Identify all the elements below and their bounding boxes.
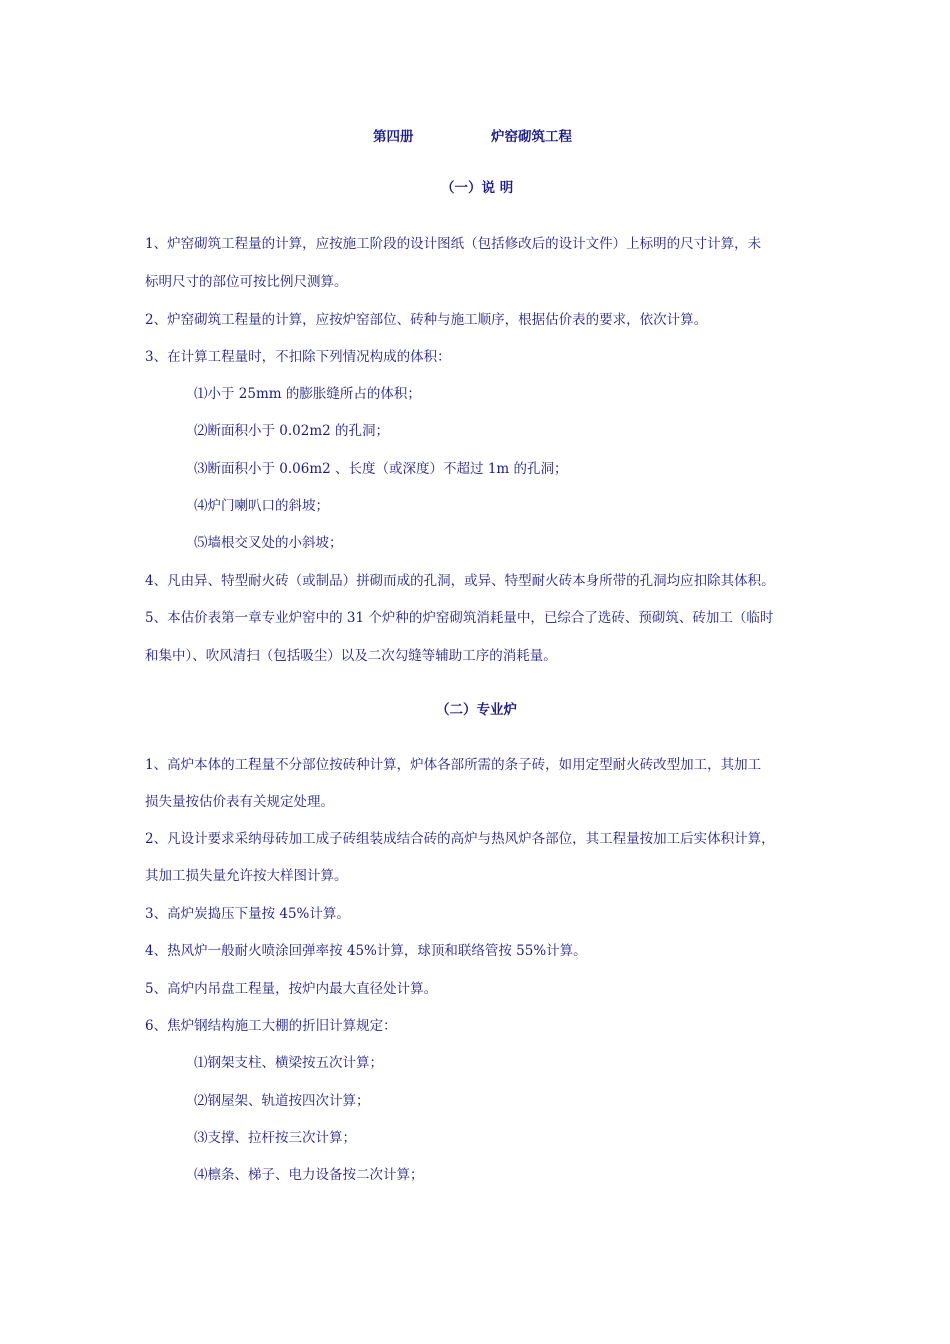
paragraph-line: 2、凡设计要求采纳母砖加工成子砖组装成结合砖的高炉与热风炉各部位，其工程量按加工后实体积计算， (145, 831, 775, 847)
paragraph-line: 其加工损失量允许按大样图计算。 (145, 868, 348, 884)
paragraph-line: 4、凡由异、特型耐火砖（或制品）拼砌而成的孔洞，或异、特型耐火砖本身所带的孔洞均应扣除其体积。 (145, 573, 775, 589)
list-item: ⑵钢屋架、轨道按四次计算； (194, 1093, 370, 1109)
paragraph-line: 损失量按估价表有关规定处理。 (145, 794, 334, 810)
list-item: ⑴小于 25mm 的膨胀缝所占的体积； (194, 386, 421, 402)
section-heading-explanation: （一）说 明 (441, 180, 514, 196)
list-item: ⑵断面积小于 0.02m2 的孔洞； (194, 423, 390, 439)
section-heading-special-furnace: （二）专业炉 (436, 702, 517, 718)
paragraph-line: 和集中）、吹风清扫（包括吸尘）以及二次勾缝等辅助工序的消耗量。 (145, 648, 557, 664)
list-item: ⑸墙根交叉处的小斜坡； (194, 535, 343, 551)
paragraph-line: 4、热风炉一般耐火喷涂回弹率按 45%计算，球顶和联络管按 55%计算。 (145, 943, 587, 959)
paragraph-line: 1、炉窑砌筑工程量的计算，应按施工阶段的设计图纸（包括修改后的设计文件）上标明的尺寸计算，未 (145, 236, 762, 252)
paragraph-line: 2、炉窑砌筑工程量的计算，应按炉窑部位、砖种与施工顺序，根据估价表的要求，依次计算。 (145, 312, 708, 328)
paragraph-line: 6、焦炉钢结构施工大棚的折旧计算规定： (145, 1018, 397, 1034)
list-item: ⑴钢架支柱、横梁按五次计算； (194, 1055, 383, 1071)
paragraph-line: 3、在计算工程量时，不扣除下列情况构成的体积： (145, 349, 451, 365)
list-item: ⑷炉门喇叭口的斜坡； (194, 498, 329, 514)
paragraph-line: 3、高炉炭捣压下量按 45%计算。 (145, 906, 350, 922)
paragraph-line: 标明尺寸的部位可按比例尺测算。 (145, 274, 348, 290)
paragraph-line: 5、高炉内吊盘工程量，按炉内最大直径处计算。 (145, 981, 438, 997)
page-title: 炉窑砌筑工程 (491, 129, 572, 145)
list-item: ⑶支撑、拉杆按三次计算； (194, 1130, 356, 1146)
volume-label: 第四册 (373, 129, 414, 145)
paragraph-line: 1、高炉本体的工程量不分部位按砖种计算，炉体各部所需的条子砖，如用定型耐火砖改型加工，其加工 (145, 757, 762, 773)
list-item: ⑶断面积小于 0.06m2 、长度（或深度）不超过 1m 的孔洞； (194, 461, 568, 477)
paragraph-line: 5、本估价表第一章专业炉窑中的 31 个炉种的炉窑砌筑消耗量中，已综合了选砖、预砌筑、砖加工（临时 (145, 610, 774, 626)
list-item: ⑷檩条、梯子、电力设备按二次计算； (194, 1167, 424, 1183)
